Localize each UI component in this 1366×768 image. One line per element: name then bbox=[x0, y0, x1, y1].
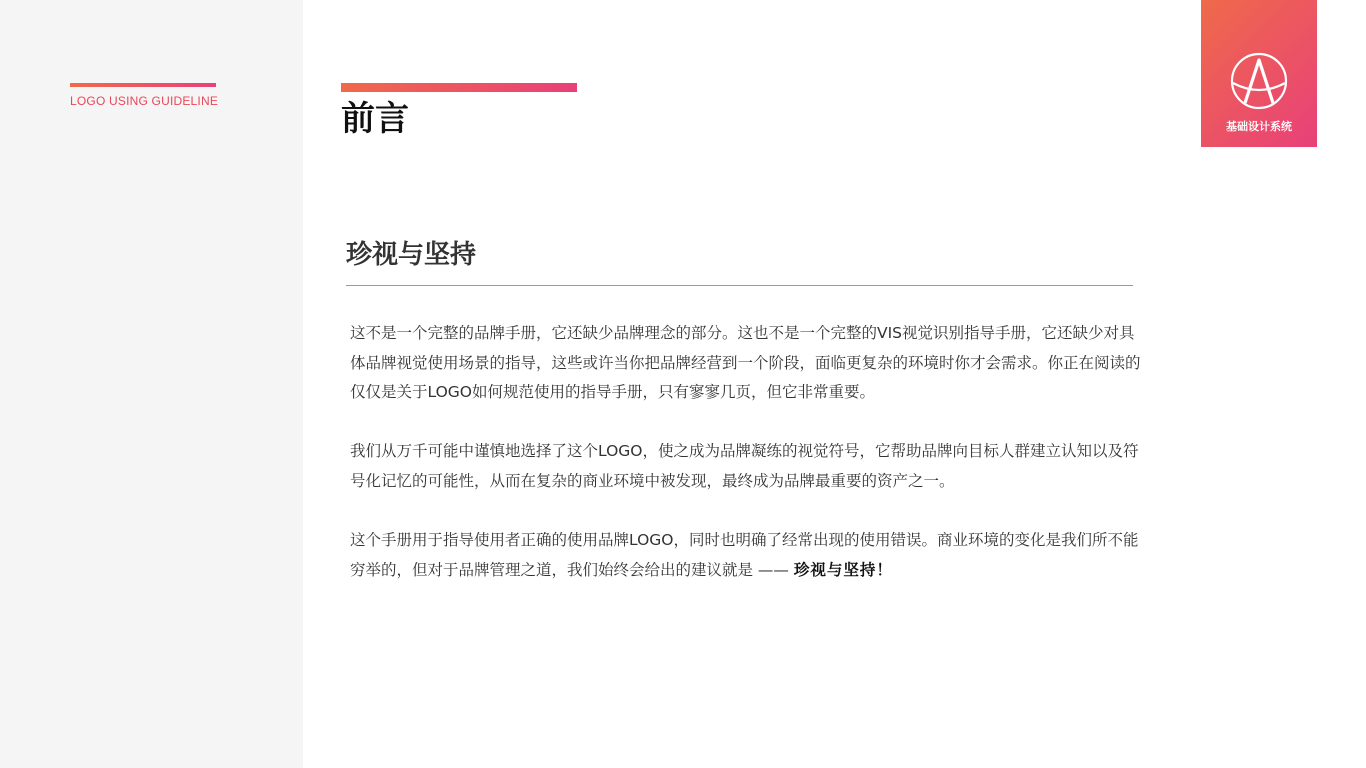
sidebar-label: LOGO USING GUIDELINE bbox=[70, 94, 219, 108]
sidebar bbox=[0, 0, 303, 768]
letter-a-circle-logo-icon bbox=[1230, 52, 1288, 110]
paragraph-2: 我们从万千可能中谨慎地选择了这个LOGO，使之成为品牌凝练的视觉符号，它帮助品牌向目标人群建立认知以及符号化记忆的可能性，从而在复杂的商业环境中被发现，最终成为品牌最重要的资产之一。 bbox=[350, 442, 1139, 490]
section-heading: 珍视与坚持 bbox=[346, 240, 477, 270]
title-accent-bar bbox=[341, 83, 577, 92]
body-text bbox=[350, 319, 1145, 615]
paragraph-3-emphasis: 珍视与坚持！ bbox=[793, 560, 893, 579]
paragraph-3 bbox=[350, 526, 1145, 585]
paragraph-1: 这不是一个完整的品牌手册，它还缺少品牌理念的部分。这也不是一个完整的VIS视觉识别指导手册，它还缺少对具体品牌视觉使用场景的指导，这些或许当你把品牌经营到一个阶段，面临更复杂的环境时你才会需求。你正在阅读的仅仅是关于LOGO如何规范使用的指导手册，只有寥寥几页，但它非常重要。 bbox=[350, 324, 1141, 402]
sidebar-accent-bar bbox=[70, 83, 216, 87]
paragraph-3-text: 这个手册用于指导使用者正确的使用品牌LOGO，同时也明确了经常出现的使用错误。商业环境的变化是我们所不能穷举的，但对于品牌管理之道，我们始终会给出的建议就是 —— bbox=[350, 531, 1139, 579]
badge-label: 基础设计系统 bbox=[1226, 120, 1292, 133]
section-divider bbox=[346, 285, 1133, 286]
page-title: 前言 bbox=[341, 99, 409, 139]
brand-badge bbox=[1201, 0, 1317, 147]
